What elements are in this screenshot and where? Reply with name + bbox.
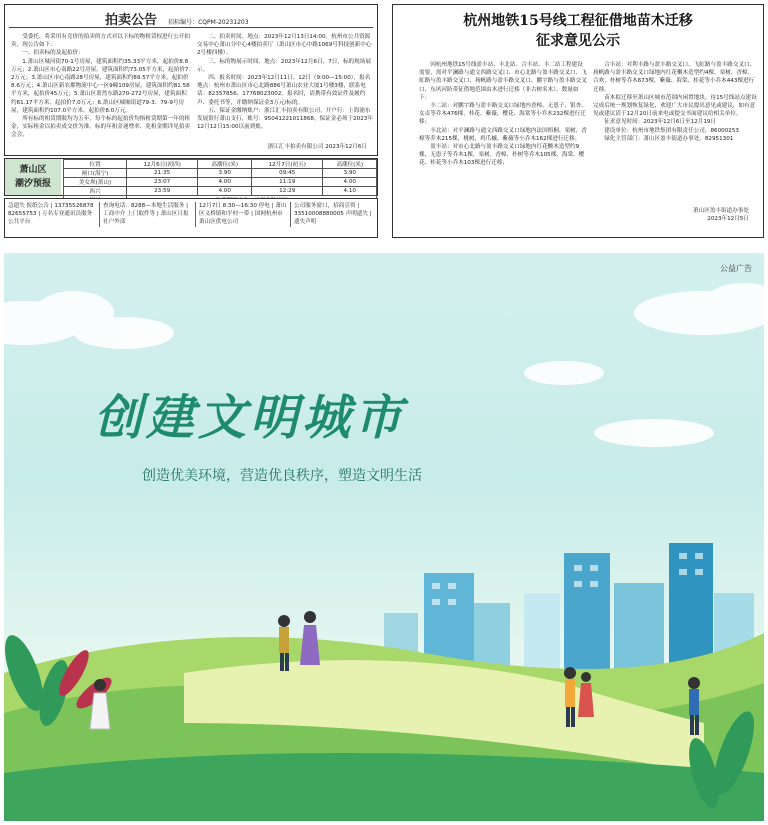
table-cell: 美女坝(萧山): [64, 178, 127, 187]
notice-title-line1: 杭州地铁15号线工程征借地苗木迁移: [463, 13, 693, 29]
table-row: [64, 178, 377, 187]
table-row: [64, 187, 377, 196]
auction-header: [105, 9, 249, 28]
table-cell: 12:29: [251, 187, 323, 196]
banner-slogan: 创造优美环境，营造优良秩序，塑造文明生活: [142, 468, 422, 484]
civilized-city-banner: [4, 253, 764, 821]
notice-paragraph: 丰二站：对鹏宇路与盈丰路交叉口绿地内香樟、无患子、银杏、女贞等乔木476棵，桂花、紫薇、樱花、海棠等小乔木232棵进行迁移；: [419, 103, 587, 126]
divider: [9, 27, 373, 28]
auction-notice: [4, 4, 378, 156]
notice-col2: [593, 61, 757, 143]
table-cell: 4.00: [198, 187, 252, 196]
auction-col2: [197, 33, 373, 131]
table-header-row: [64, 160, 377, 169]
tree-relocation-notice: [392, 4, 764, 238]
auction-paragraph: 一、拍卖标的及起拍价：: [22, 50, 84, 57]
tide-label: [5, 159, 61, 195]
column-header: 12月7日(初五): [251, 160, 323, 169]
notice-paragraph: 盈丰站：对市心北路与盈丰路交叉口绿地内红花檵木造型约9棵，无患子等乔木1棵，栾树、香樟、朴树等乔木105棵，海棠、樱花、桂花等小乔木103棵进行迁移；: [419, 144, 585, 167]
auction-signature: 浙江汇丰拍卖有限公司 2023年12月6日: [267, 143, 367, 150]
notice-paragraph: 合丰站：对利丰路与盈丰路交叉口、飞虹路与盈丰路交叉口、扬帆路与盈丰路交叉口绿地内红花檵木造型约4棵，栾树、香樟、合欢、朴树等乔木673棵，紫薇、海棠、桂花等小乔木443棵进行迁移。: [593, 62, 756, 93]
banner-illustration: [4, 253, 764, 821]
banner-title: 创建文明城市: [94, 390, 407, 446]
table-cell: 3.90: [323, 169, 377, 178]
notice-paragraph: 因杭州地铁15号线盈丰站、丰北站、合丰站、丰二站工程建设需要，需对平澜路与通文西路交叉口、市心北路与盈丰路交叉口、飞虹路与盈丰路交叉口、扬帆路与盈丰路交叉口、鹏宇路与盈丰路交叉口，东风河防带征借地范围由木进行迁移（非古树名木），数量如下：: [419, 62, 587, 101]
table-cell: 西兴: [64, 187, 127, 196]
ad-item: 公司服务窗口，招商引资 | 33510008880005 声明遗失 | 遗失声明: [290, 202, 378, 227]
notice-title: [393, 11, 763, 51]
tide-label-title: 潮汐预报: [14, 179, 51, 189]
notice-paragraph: 建设单位：杭州市地铁集团有限责任公司，86000253: [604, 127, 739, 134]
banner-tag: 公益广告: [720, 264, 752, 273]
column-header: 位置: [64, 160, 127, 169]
column-header: 高潮位(米): [323, 160, 377, 169]
notice-paragraph: 征求意见时间：2023年12月6日至12月19日: [604, 119, 717, 126]
auction-paragraph: 1.萧山区城河街70-1号房屋，建筑面积约35.33平方米，起拍价8.8万元；2.萧山区市心南路22号房屋，建筑面积约73.05平方米，起拍价7.2万元；3.萧山区市心南路28号房屋，建筑面积约89.57平方米，起拍价8.6万元；4.萧山区新农都物流中心一区9幢109房屋，建筑面积约81.58平方米，起拍价45万元；5.萧山区萧然东路270-272号房屋，建筑面积约61.17平方米，起拍价7.0万元；6.萧山区城厢街道79-3、79-9号房屋，建筑面积约107.0平方米，起拍价8.0万元。: [11, 58, 191, 114]
table-cell: 闸口(海宁): [64, 169, 127, 178]
table-cell: 09:45: [251, 169, 323, 178]
table-row: [64, 169, 377, 178]
table-cell: 3.90: [198, 169, 252, 178]
classified-ads: [4, 198, 378, 238]
auction-paragraph: 受委托，将采用有竞价的拍卖的方式对以下标的物租赁权进行公开拍卖，现公告如下：: [11, 34, 191, 49]
person-icon: [300, 611, 320, 665]
auction-code: 招标编号：CQPM-20231203: [168, 19, 249, 26]
table-cell: 4.10: [323, 187, 377, 196]
notice-signer: 萧山区盈丰街道办事处: [693, 208, 749, 214]
table-cell: 4.00: [323, 178, 377, 187]
auction-paragraph: 所有标的租赁期限均为五年，每个标的起拍价均指租赁期第一年的租金，实际租金以拍卖成交价为准。标的年租金递增率、免租金期详见拍卖会会。: [11, 116, 191, 139]
notice-col1: [419, 61, 587, 168]
auction-paragraph: 五、保证金缴纳账户：浙江汇丰拍卖有限公司，开户行：上海浦东发展银行萧山支行，账号：95041221011868。保证金必须于2023年12月12日15:00以前到账。: [197, 107, 373, 131]
table-cell: 23:07: [126, 178, 198, 187]
auction-paragraph: 三、标的物展示时间、地点：2023年12月6日、7日，标的现场展示。: [197, 58, 371, 73]
tide-forecast: [4, 158, 378, 196]
auction-title: 拍卖公告: [105, 13, 158, 28]
table-cell: 11:19: [251, 178, 323, 187]
ad-item: 查询电话：8288—本地生活服务 | 工商中介 上门取件等 | 萧山区日报社户外部: [99, 202, 191, 227]
auction-paragraph: 四、报名时间：2023年12月11日、12日（9:00—15:00），报名地点：杭州市萧山区市心北路886号萧山农业大厦1号楼3楼，联系电话：82357856、17768023002。报名时，请携带有效证件及履约声、委托书等，并缴纳保证金3万元/标的。: [197, 75, 371, 106]
notice-title-line2: 征求意见公示: [536, 33, 620, 49]
tide-label-district: 萧山区: [19, 165, 47, 175]
notice-paragraph: 丰北站：对平澜路与通文西路交叉口绿地内法国梧桐、栾树、香樟等乔木215棵，桃树、鸡爪槭、紫薇等小乔木162棵进行迁移；: [419, 127, 587, 142]
notice-date: 2023年12月5日: [707, 216, 749, 223]
auction-paragraph: 二、拍卖时间、地点：2023年12月13日14:00，杭州市公共资源交易中心萧山分中心4楼拍卖厅（萧山区市心中路1069号科技创新中心2号楼四楼）。: [197, 34, 372, 57]
table-cell: 23:59: [126, 187, 198, 196]
ad-item: 急遗失 报纸公告 | 13735526878 82655753 | 万名专业通讯员服务公共平台: [8, 203, 96, 226]
column-header: 12月6日(初四): [126, 160, 198, 169]
auction-col1: [11, 33, 191, 140]
notice-signature: [693, 207, 749, 223]
notice-paragraph: 绿化主管部门：萧山区盈丰街道办事处，82951301: [604, 135, 734, 142]
ad-item: 12月7日 8:30—16:30 停电 | 萧山区义桥镇和平村一带 | 国网杭州市萧山区供电公司: [195, 202, 287, 227]
table-cell: 21:35: [126, 169, 198, 178]
notice-paragraph: 苗木拟迁移至萧山区城市范围内闲置地块，待15号线站点建设完成后统一规划恢复绿化，欢迎广大市民提出意见或建议，如有意见或建议请于12月20日前来电或提交书面建议给相关单位。: [593, 94, 757, 118]
column-header: 高潮位(米): [198, 160, 252, 169]
table-cell: 4.00: [198, 178, 252, 187]
